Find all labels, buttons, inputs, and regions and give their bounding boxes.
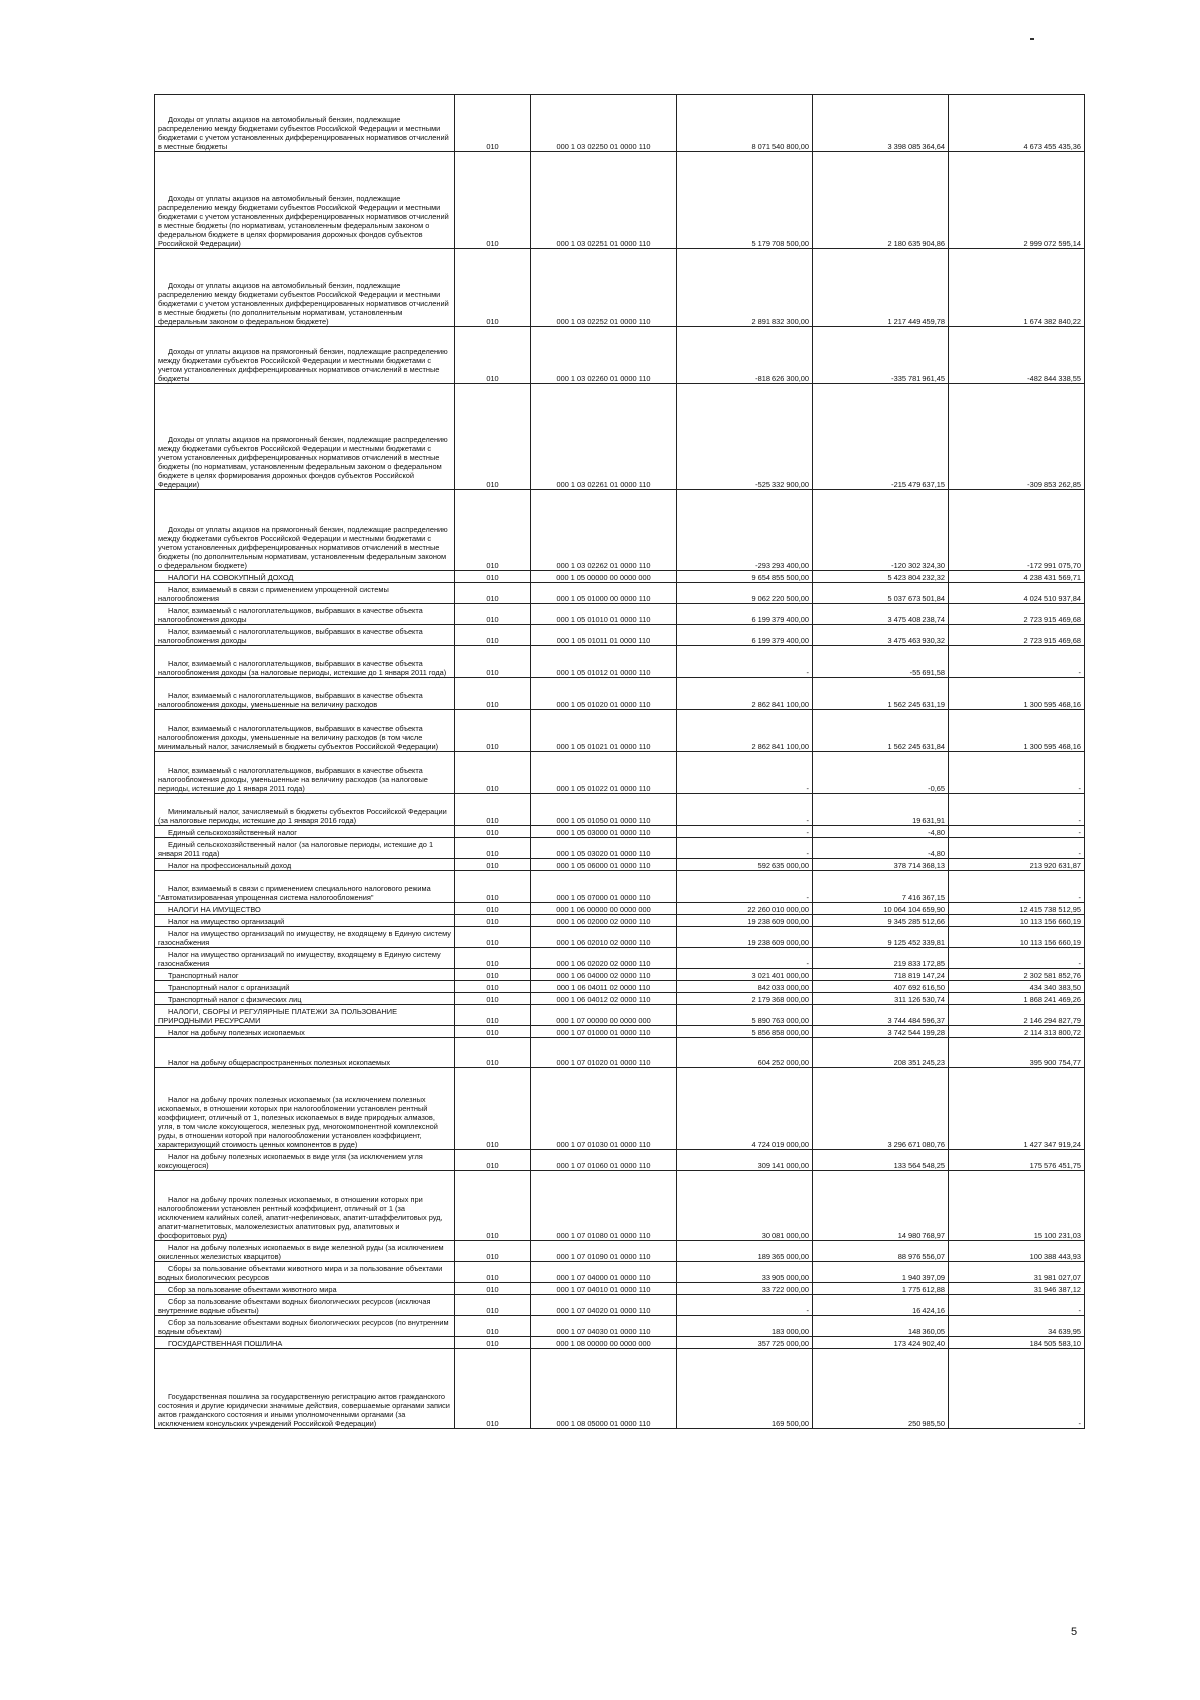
row-kbk-cell: 000 1 03 02260 01 0000 110: [531, 327, 677, 384]
row-code-cell: 010: [455, 384, 531, 490]
row-executed-value: 5 037 673 501,84: [813, 583, 949, 604]
table-row: [155, 903, 1085, 915]
row-plan-value: 9 062 220 500,00: [677, 583, 813, 604]
row-plan-value: 842 033 000,00: [677, 981, 813, 993]
row-kbk-cell: 000 1 07 01080 01 0000 110: [531, 1171, 677, 1241]
row-name-cell: Транспортный налог с физических лиц: [155, 993, 455, 1005]
row-plan-value: 189 365 000,00: [677, 1241, 813, 1262]
row-name-cell: Налог, взимаемый с налогоплательщиков, выбравших в качестве объекта налогообложения доходы: [155, 625, 455, 646]
row-executed-value: -0,65: [813, 752, 949, 794]
row-code-cell: 010: [455, 871, 531, 903]
row-kbk-cell: 000 1 05 01022 01 0000 110: [531, 752, 677, 794]
table-row: [155, 969, 1085, 981]
table-row: [155, 678, 1085, 710]
table-row: [155, 710, 1085, 752]
table-row: [155, 1241, 1085, 1262]
row-remainder-value: 2 999 072 595,14: [949, 152, 1085, 249]
table-row: [155, 1262, 1085, 1283]
row-kbk-cell: 000 1 07 01030 01 0000 110: [531, 1068, 677, 1150]
row-executed-value: -335 781 961,45: [813, 327, 949, 384]
row-plan-value: -: [677, 871, 813, 903]
row-code-cell: 010: [455, 1171, 531, 1241]
row-name-cell: Доходы от уплаты акцизов на прямогонный бензин, подлежащие распределению между бюджетами субъектов Российской Федерации и местными бюджетами с учетом установленных дифференцированных нормативов отчислений в местные бюджеты: [155, 327, 455, 384]
row-code-cell: 010: [455, 1038, 531, 1068]
row-remainder-value: 1 868 241 469,26: [949, 993, 1085, 1005]
table-row: [155, 826, 1085, 838]
row-code-cell: 010: [455, 1241, 531, 1262]
row-name-cell: Налог, взимаемый в связи с применением упрощенной системы налогообложения: [155, 583, 455, 604]
row-code-cell: 010: [455, 948, 531, 969]
row-plan-value: 5 856 858 000,00: [677, 1026, 813, 1038]
row-name-cell: НАЛОГИ НА СОВОКУПНЫЙ ДОХОД: [155, 571, 455, 583]
row-remainder-value: 1 300 595 468,16: [949, 710, 1085, 752]
table-row: [155, 583, 1085, 604]
row-remainder-value: 1 674 382 840,22: [949, 249, 1085, 327]
row-plan-value: 6 199 379 400,00: [677, 625, 813, 646]
row-name-cell: Налог, взимаемый с налогоплательщиков, выбравших в качестве объекта налогообложения доходы, уменьшенные на величину расходов: [155, 678, 455, 710]
row-name-cell: Минимальный налог, зачисляемый в бюджеты субъектов Российской Федерации (за налоговые периоды, истекшие до 1 января 2016 года): [155, 794, 455, 826]
table-row: [155, 993, 1085, 1005]
table-row: [155, 838, 1085, 859]
row-kbk-cell: 000 1 07 01060 01 0000 110: [531, 1150, 677, 1171]
row-executed-value: -4,80: [813, 826, 949, 838]
row-executed-value: -4,80: [813, 838, 949, 859]
row-code-cell: 010: [455, 1337, 531, 1349]
table-row: [155, 1005, 1085, 1026]
row-remainder-value: -309 853 262,85: [949, 384, 1085, 490]
table-row: [155, 152, 1085, 249]
row-plan-value: -818 626 300,00: [677, 327, 813, 384]
row-remainder-value: 2 723 915 469,68: [949, 604, 1085, 625]
row-kbk-cell: 000 1 05 00000 00 0000 000: [531, 571, 677, 583]
row-name-cell: Налог, взимаемый с налогоплательщиков, выбравших в качестве объекта налогообложения доходы, уменьшенные на величину расходов (в том числе минимальный налог, зачисляемый в бюджеты субъектов Российской Федерации): [155, 710, 455, 752]
row-remainder-value: 4 673 455 435,36: [949, 95, 1085, 152]
row-code-cell: 010: [455, 794, 531, 826]
row-code-cell: 010: [455, 249, 531, 327]
row-kbk-cell: 000 1 06 02010 02 0000 110: [531, 927, 677, 948]
row-remainder-value: -172 991 075,70: [949, 490, 1085, 571]
row-executed-value: 148 360,05: [813, 1316, 949, 1337]
table-row: [155, 1068, 1085, 1150]
row-remainder-value: 395 900 754,77: [949, 1038, 1085, 1068]
row-plan-value: 6 199 379 400,00: [677, 604, 813, 625]
row-remainder-value: 31 946 387,12: [949, 1283, 1085, 1295]
row-kbk-cell: 000 1 03 02252 01 0000 110: [531, 249, 677, 327]
row-name-cell: Сбор за пользование объектами животного мира: [155, 1283, 455, 1295]
row-remainder-value: -: [949, 838, 1085, 859]
row-code-cell: 010: [455, 1316, 531, 1337]
row-executed-value: 1 217 449 459,78: [813, 249, 949, 327]
table-row: [155, 646, 1085, 678]
row-code-cell: 010: [455, 1026, 531, 1038]
row-name-cell: Налог на добычу полезных ископаемых: [155, 1026, 455, 1038]
row-remainder-value: 2 723 915 469,68: [949, 625, 1085, 646]
row-plan-value: -: [677, 948, 813, 969]
row-plan-value: 8 071 540 800,00: [677, 95, 813, 152]
row-name-cell: Сбор за пользование объектами водных биологических ресурсов (исключая внутренние водные объекты): [155, 1295, 455, 1316]
row-name-cell: Доходы от уплаты акцизов на автомобильный бензин, подлежащие распределению между бюджетами субъектов Российской Федерации и местными бюджетами с учетом установленных дифференцированных нормативов отчислений в местные бюджеты: [155, 95, 455, 152]
row-kbk-cell: 000 1 07 04030 01 0000 110: [531, 1316, 677, 1337]
row-name-cell: Налог на добычу полезных ископаемых в виде железной руды (за исключением окисленных железистых кварцитов): [155, 1241, 455, 1262]
row-executed-value: 133 564 548,25: [813, 1150, 949, 1171]
table-row: [155, 1295, 1085, 1316]
row-kbk-cell: 000 1 08 00000 00 0000 000: [531, 1337, 677, 1349]
table-row: [155, 948, 1085, 969]
row-remainder-value: -: [949, 646, 1085, 678]
row-code-cell: 010: [455, 826, 531, 838]
row-code-cell: 010: [455, 1262, 531, 1283]
table-row: [155, 1150, 1085, 1171]
row-kbk-cell: 000 1 07 00000 00 0000 000: [531, 1005, 677, 1026]
row-executed-value: 3 744 484 596,37: [813, 1005, 949, 1026]
row-code-cell: 010: [455, 1283, 531, 1295]
row-name-cell: Налог, взимаемый в связи с применением специального налогового режима "Автоматизированная упрощенная система налогообложения": [155, 871, 455, 903]
row-remainder-value: 175 576 451,75: [949, 1150, 1085, 1171]
table-row: [155, 384, 1085, 490]
row-executed-value: 3 296 671 080,76: [813, 1068, 949, 1150]
row-kbk-cell: 000 1 07 04020 01 0000 110: [531, 1295, 677, 1316]
row-executed-value: 378 714 368,13: [813, 859, 949, 871]
row-remainder-value: 1 300 595 468,16: [949, 678, 1085, 710]
row-remainder-value: 2 114 313 800,72: [949, 1026, 1085, 1038]
row-code-cell: 010: [455, 95, 531, 152]
table-row: [155, 871, 1085, 903]
row-plan-value: 2 179 368 000,00: [677, 993, 813, 1005]
row-kbk-cell: 000 1 06 04011 02 0000 110: [531, 981, 677, 993]
row-plan-value: 3 021 401 000,00: [677, 969, 813, 981]
row-executed-value: -55 691,58: [813, 646, 949, 678]
row-executed-value: 173 424 902,40: [813, 1337, 949, 1349]
row-name-cell: Налог на имущество организаций по имуществу, не входящему в Единую систему газоснабжения: [155, 927, 455, 948]
row-name-cell: Сборы за пользование объектами животного мира и за пользование объектами водных биологических ресурсов: [155, 1262, 455, 1283]
row-remainder-value: 2 146 294 827,79: [949, 1005, 1085, 1026]
row-name-cell: Налог на добычу прочих полезных ископаемых (за исключением полезных ископаемых, в отношении которых при налогообложении установлен рентный коэффициент, отличный от 1, полезных ископаемых в виде природных алмазов, угля, в том числе коксующегося, железных руд, многокомпонентной комплексной руды, в отношении которой при налогообложении установлен коэффициент, характеризующий стоимость ценных компонентов в руде): [155, 1068, 455, 1150]
row-code-cell: 010: [455, 1068, 531, 1150]
row-name-cell: Транспортный налог: [155, 969, 455, 981]
row-remainder-value: -: [949, 1295, 1085, 1316]
row-plan-value: 4 724 019 000,00: [677, 1068, 813, 1150]
row-name-cell: Единый сельскохозяйственный налог (за налоговые периоды, истекшие до 1 января 2011 года): [155, 838, 455, 859]
row-name-cell: Единый сельскохозяйственный налог: [155, 826, 455, 838]
row-kbk-cell: 000 1 05 01010 01 0000 110: [531, 604, 677, 625]
row-kbk-cell: 000 1 03 02262 01 0000 110: [531, 490, 677, 571]
row-name-cell: Доходы от уплаты акцизов на автомобильный бензин, подлежащие распределению между бюджетами субъектов Российской Федерации и местными бюджетами с учетом установленных дифференцированных нормативов отчислений в местные бюджеты (по нормативам, установленным федеральным законом о федеральном бюджете в целях формирования дорожных фондов субъектов Российской Федерации): [155, 152, 455, 249]
row-plan-value: -525 332 900,00: [677, 384, 813, 490]
table-row: [155, 1349, 1085, 1429]
table-row: [155, 859, 1085, 871]
row-plan-value: -: [677, 794, 813, 826]
row-remainder-value: 12 415 738 512,95: [949, 903, 1085, 915]
row-name-cell: Доходы от уплаты акцизов на прямогонный бензин, подлежащие распределению между бюджетами субъектов Российской Федерации и местными бюджетами с учетом установленных дифференцированных нормативов отчислений в местные бюджеты (по дополнительным нормативам, установленным федеральным законом о федеральном бюджете): [155, 490, 455, 571]
row-plan-value: 30 081 000,00: [677, 1171, 813, 1241]
row-code-cell: 010: [455, 927, 531, 948]
row-plan-value: 2 891 832 300,00: [677, 249, 813, 327]
row-code-cell: 010: [455, 583, 531, 604]
row-plan-value: 357 725 000,00: [677, 1337, 813, 1349]
row-code-cell: 010: [455, 710, 531, 752]
row-code-cell: 010: [455, 1150, 531, 1171]
row-kbk-cell: 000 1 05 01021 01 0000 110: [531, 710, 677, 752]
row-code-cell: 010: [455, 678, 531, 710]
row-code-cell: 010: [455, 490, 531, 571]
row-name-cell: Налог на добычу полезных ископаемых в виде угля (за исключением угля коксующегося): [155, 1150, 455, 1171]
row-remainder-value: 15 100 231,03: [949, 1171, 1085, 1241]
row-kbk-cell: 000 1 06 02000 02 0000 110: [531, 915, 677, 927]
row-code-cell: 010: [455, 915, 531, 927]
row-remainder-value: -482 844 338,55: [949, 327, 1085, 384]
row-executed-value: 88 976 556,07: [813, 1241, 949, 1262]
row-name-cell: Доходы от уплаты акцизов на автомобильный бензин, подлежащие распределению между бюджетами субъектов Российской Федерации и местными бюджетами с учетом установленных дифференцированных нормативов отчислений в местные бюджеты (по дополнительным нормативам, установленным федеральным законом о федеральном бюджете): [155, 249, 455, 327]
row-remainder-value: -: [949, 826, 1085, 838]
row-name-cell: Налог, взимаемый с налогоплательщиков, выбравших в качестве объекта налогообложения доходы (за налоговые периоды, истекшие до 1 января 2011 года): [155, 646, 455, 678]
row-remainder-value: 4 238 431 569,71: [949, 571, 1085, 583]
budget-revenue-table: [154, 94, 1085, 1429]
row-plan-value: 22 260 010 000,00: [677, 903, 813, 915]
row-kbk-cell: 000 1 03 02261 01 0000 110: [531, 384, 677, 490]
row-plan-value: 19 238 609 000,00: [677, 915, 813, 927]
row-remainder-value: 184 505 583,10: [949, 1337, 1085, 1349]
row-plan-value: 592 635 000,00: [677, 859, 813, 871]
table-row: [155, 571, 1085, 583]
row-name-cell: НАЛОГИ НА ИМУЩЕСТВО: [155, 903, 455, 915]
row-executed-value: -120 302 324,30: [813, 490, 949, 571]
row-plan-value: 169 500,00: [677, 1349, 813, 1429]
row-plan-value: 2 862 841 100,00: [677, 678, 813, 710]
row-executed-value: 3 742 544 199,28: [813, 1026, 949, 1038]
row-plan-value: 183 000,00: [677, 1316, 813, 1337]
row-executed-value: 3 475 463 930,32: [813, 625, 949, 646]
row-executed-value: 7 416 367,15: [813, 871, 949, 903]
row-plan-value: 9 654 855 500,00: [677, 571, 813, 583]
row-remainder-value: 34 639,95: [949, 1316, 1085, 1337]
row-kbk-cell: 000 1 05 01050 01 0000 110: [531, 794, 677, 826]
row-remainder-value: 213 920 631,87: [949, 859, 1085, 871]
row-name-cell: НАЛОГИ, СБОРЫ И РЕГУЛЯРНЫЕ ПЛАТЕЖИ ЗА ПОЛЬЗОВАНИЕ ПРИРОДНЫМИ РЕСУРСАМИ: [155, 1005, 455, 1026]
row-remainder-value: -: [949, 871, 1085, 903]
row-code-cell: 010: [455, 646, 531, 678]
row-kbk-cell: 000 1 06 02020 02 0000 110: [531, 948, 677, 969]
row-executed-value: 1 562 245 631,19: [813, 678, 949, 710]
row-executed-value: 311 126 530,74: [813, 993, 949, 1005]
row-name-cell: ГОСУДАРСТВЕННАЯ ПОШЛИНА: [155, 1337, 455, 1349]
row-name-cell: Налог на имущество организаций по имуществу, входящему в Единую систему газоснабжения: [155, 948, 455, 969]
row-plan-value: 19 238 609 000,00: [677, 927, 813, 948]
row-plan-value: 33 905 000,00: [677, 1262, 813, 1283]
table-row: [155, 981, 1085, 993]
row-executed-value: 16 424,16: [813, 1295, 949, 1316]
row-code-cell: 010: [455, 1349, 531, 1429]
row-kbk-cell: 000 1 06 04012 02 0000 110: [531, 993, 677, 1005]
table-row: [155, 490, 1085, 571]
row-name-cell: Налог, взимаемый с налогоплательщиков, выбравших в качестве объекта налогообложения доходы: [155, 604, 455, 625]
row-plan-value: -: [677, 838, 813, 859]
row-executed-value: 9 125 452 339,81: [813, 927, 949, 948]
row-executed-value: 1 562 245 631,84: [813, 710, 949, 752]
row-kbk-cell: 000 1 05 03000 01 0000 110: [531, 826, 677, 838]
table-row: [155, 604, 1085, 625]
row-kbk-cell: 000 1 05 03020 01 0000 110: [531, 838, 677, 859]
row-kbk-cell: 000 1 03 02250 01 0000 110: [531, 95, 677, 152]
row-name-cell: Транспортный налог с организаций: [155, 981, 455, 993]
row-name-cell: Государственная пошлина за государственную регистрацию актов гражданского состояния и другие юридически значимые действия, совершаемые органами записи актов гражданского состояния и иными уполномоченными органами (за исключением консульских учреждений Российской Федерации): [155, 1349, 455, 1429]
table-row: [155, 927, 1085, 948]
row-remainder-value: 100 388 443,93: [949, 1241, 1085, 1262]
row-executed-value: 407 692 616,50: [813, 981, 949, 993]
row-remainder-value: -: [949, 948, 1085, 969]
row-executed-value: 19 631,91: [813, 794, 949, 826]
row-kbk-cell: 000 1 05 01011 01 0000 110: [531, 625, 677, 646]
row-plan-value: 309 141 000,00: [677, 1150, 813, 1171]
row-name-cell: Сбор за пользование объектами водных биологических ресурсов (по внутренним водным объектам): [155, 1316, 455, 1337]
table-row: [155, 915, 1085, 927]
row-plan-value: 604 252 000,00: [677, 1038, 813, 1068]
row-code-cell: 010: [455, 1295, 531, 1316]
row-kbk-cell: 000 1 07 04000 01 0000 110: [531, 1262, 677, 1283]
table-row: [155, 249, 1085, 327]
row-kbk-cell: 000 1 05 01020 01 0000 110: [531, 678, 677, 710]
row-remainder-value: 4 024 510 937,84: [949, 583, 1085, 604]
row-plan-value: -293 293 400,00: [677, 490, 813, 571]
row-executed-value: 250 985,50: [813, 1349, 949, 1429]
row-plan-value: -: [677, 826, 813, 838]
row-executed-value: 9 345 285 512,66: [813, 915, 949, 927]
row-remainder-value: 2 302 581 852,76: [949, 969, 1085, 981]
row-name-cell: Налог, взимаемый с налогоплательщиков, выбравших в качестве объекта налогообложения доходы, уменьшенные на величину расходов (за налоговые периоды, истекшие до 1 января 2011 года): [155, 752, 455, 794]
row-code-cell: 010: [455, 993, 531, 1005]
row-code-cell: 010: [455, 152, 531, 249]
row-code-cell: 010: [455, 981, 531, 993]
row-remainder-value: -: [949, 1349, 1085, 1429]
table-row: [155, 752, 1085, 794]
table-row: [155, 1316, 1085, 1337]
table-row: [155, 1171, 1085, 1241]
table-row: [155, 625, 1085, 646]
scan-speck: [1030, 38, 1034, 40]
row-executed-value: 219 833 172,85: [813, 948, 949, 969]
row-executed-value: 2 180 635 904,86: [813, 152, 949, 249]
row-code-cell: 010: [455, 903, 531, 915]
table-row: [155, 1026, 1085, 1038]
row-plan-value: -: [677, 646, 813, 678]
row-kbk-cell: 000 1 06 04000 02 0000 110: [531, 969, 677, 981]
row-remainder-value: -: [949, 752, 1085, 794]
row-code-cell: 010: [455, 327, 531, 384]
row-executed-value: 5 423 804 232,32: [813, 571, 949, 583]
row-plan-value: -: [677, 1295, 813, 1316]
row-code-cell: 010: [455, 838, 531, 859]
table-row: [155, 95, 1085, 152]
table-row: [155, 327, 1085, 384]
row-plan-value: 2 862 841 100,00: [677, 710, 813, 752]
row-remainder-value: 1 427 347 919,24: [949, 1068, 1085, 1150]
row-remainder-value: 434 340 383,50: [949, 981, 1085, 993]
row-kbk-cell: 000 1 08 05000 01 0000 110: [531, 1349, 677, 1429]
row-plan-value: 33 722 000,00: [677, 1283, 813, 1295]
row-kbk-cell: 000 1 06 00000 00 0000 000: [531, 903, 677, 915]
row-executed-value: 3 475 408 238,74: [813, 604, 949, 625]
table-row: [155, 1283, 1085, 1295]
row-executed-value: 10 064 104 659,90: [813, 903, 949, 915]
row-executed-value: -215 479 637,15: [813, 384, 949, 490]
row-name-cell: Налог на добычу прочих полезных ископаемых, в отношении которых при налогообложении установлен рентный коэффициент, отличный от 1 (за исключением калийных солей, апатит-нефелиновых, апатит-штаффелитовых руд, апатит-магнетитовых, маложелезистых апатитовых руд, апатитовых и фосфоритовых руд): [155, 1171, 455, 1241]
row-name-cell: Доходы от уплаты акцизов на прямогонный бензин, подлежащие распределению между бюджетами субъектов Российской Федерации и местными бюджетами с учетом установленных дифференцированных нормативов отчислений в местные бюджеты (по нормативам, установленным федеральным законом о федеральном бюджете в целях формирования дорожных фондов субъектов Российской Федерации): [155, 384, 455, 490]
row-code-cell: 010: [455, 1005, 531, 1026]
row-remainder-value: -: [949, 794, 1085, 826]
row-kbk-cell: 000 1 07 01000 01 0000 110: [531, 1026, 677, 1038]
row-kbk-cell: 000 1 03 02251 01 0000 110: [531, 152, 677, 249]
row-kbk-cell: 000 1 07 01090 01 0000 110: [531, 1241, 677, 1262]
row-code-cell: 010: [455, 625, 531, 646]
row-name-cell: Налог на имущество организаций: [155, 915, 455, 927]
row-plan-value: 5 890 763 000,00: [677, 1005, 813, 1026]
row-executed-value: 1 775 612,88: [813, 1283, 949, 1295]
row-kbk-cell: 000 1 05 06000 01 0000 110: [531, 859, 677, 871]
row-code-cell: 010: [455, 859, 531, 871]
row-remainder-value: 31 981 027,07: [949, 1262, 1085, 1283]
page-number: 5: [1071, 1626, 1078, 1638]
table-row: [155, 1337, 1085, 1349]
row-plan-value: 5 179 708 500,00: [677, 152, 813, 249]
row-code-cell: 010: [455, 571, 531, 583]
row-executed-value: 14 980 768,97: [813, 1171, 949, 1241]
row-kbk-cell: 000 1 07 01020 01 0000 110: [531, 1038, 677, 1068]
row-remainder-value: 10 113 156 660,19: [949, 915, 1085, 927]
row-code-cell: 010: [455, 969, 531, 981]
row-executed-value: 3 398 085 364,64: [813, 95, 949, 152]
row-kbk-cell: 000 1 05 01012 01 0000 110: [531, 646, 677, 678]
row-kbk-cell: 000 1 05 07000 01 0000 110: [531, 871, 677, 903]
table-row: [155, 794, 1085, 826]
row-kbk-cell: 000 1 07 04010 01 0000 110: [531, 1283, 677, 1295]
row-plan-value: -: [677, 752, 813, 794]
row-executed-value: 718 819 147,24: [813, 969, 949, 981]
row-executed-value: 208 351 245,23: [813, 1038, 949, 1068]
row-kbk-cell: 000 1 05 01000 00 0000 110: [531, 583, 677, 604]
row-code-cell: 010: [455, 752, 531, 794]
row-executed-value: 1 940 397,09: [813, 1262, 949, 1283]
row-remainder-value: 10 113 156 660,19: [949, 927, 1085, 948]
row-name-cell: Налог на профессиональный доход: [155, 859, 455, 871]
row-name-cell: Налог на добычу общераспространенных полезных ископаемых: [155, 1038, 455, 1068]
table-row: [155, 1038, 1085, 1068]
table-body: [155, 95, 1085, 1429]
row-code-cell: 010: [455, 604, 531, 625]
